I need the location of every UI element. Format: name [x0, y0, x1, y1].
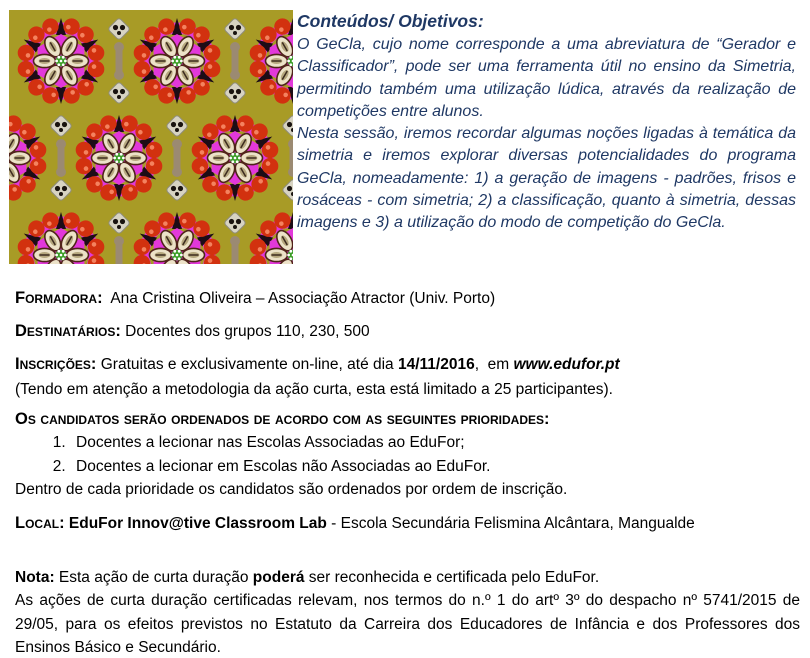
inscricoes-date: 14/11/2016 [397, 356, 475, 373]
formadora-label: Formadora: [15, 289, 103, 307]
nota-text-after: ser reconhecida e certificada pelo EduFor. [304, 569, 600, 586]
objectives-paragraph-2: Nesta sessão, iremos recordar algumas noções ligadas à temática da simetria e iremos explorar diversas potencialidades do programa GeCla, nomeadamente: 1) a geração de imagens - padrões, frisos e rosáceas - com simetria; 2) a classificação, quanto à simetria, dessas imagens e 3) a utilização do modo de competição do GeCla. [297, 125, 796, 231]
local-address: - Escola Secundária Felismina Alcântara, Mangualde [326, 515, 695, 532]
inscricoes-section [15, 352, 800, 402]
formadora-value: Ana Cristina Oliveira – Associação Atractor (Univ. Porto) [102, 290, 496, 307]
local-label: Local: [15, 514, 65, 532]
destinatarios-label: Destinatários: [15, 322, 121, 340]
inscricoes-line [15, 352, 800, 377]
priorities-footer: Dentro de cada prioridade os candidatos são ordenados por ordem de inscrição. [15, 481, 568, 498]
nota-bold-word: poderá [252, 569, 305, 586]
priorities-section [15, 408, 800, 501]
destinatarios-value: Docentes dos grupos 110, 230, 500 [120, 323, 370, 340]
priorities-list [15, 431, 800, 478]
priorities-heading: Os candidatos serão ordenados de acordo com as seguintes prioridades: [15, 410, 550, 428]
objectives-heading: Conteúdos/ Objetivos: [297, 11, 484, 31]
nota-paragraph: As ações de curta duração certificadas relevam, nos termos do n.º 1 do artº 3º do despacho nº 5741/2015 de 29/05, para os efeitos previstos no Estatuto da Carreira dos Educadores de Infância e dos Professores dos Ensinos Básico e Secundário. [15, 592, 800, 657]
nota-row [15, 566, 800, 589]
inscricoes-text-before: Gratuitas e exclusivamente on-line, até dia [96, 356, 398, 373]
nota-text-before: Esta ação de curta duração [54, 569, 253, 586]
inscricoes-label: Inscrições: [15, 355, 97, 373]
local-row [15, 512, 800, 535]
inscricoes-note: (Tendo em atenção a metodologia da ação curta, esta está limitado a 25 participantes). [15, 381, 613, 398]
priority-item-2: 2. Docentes a lecionar em Escolas não Associadas ao EduFor. [70, 455, 800, 479]
objectives-section [297, 8, 796, 234]
nota-label: Nota: [15, 569, 55, 586]
priority-item-1: 1. Docentes a lecionar nas Escolas Associadas ao EduFor; [70, 431, 800, 455]
inscricoes-text-mid: , em [474, 356, 514, 373]
inscricoes-website: www.edufor.pt [513, 356, 620, 373]
destinatarios-row [15, 320, 800, 343]
symmetry-pattern-image [9, 10, 293, 264]
formadora-row [15, 287, 800, 310]
objectives-paragraph-1: O GeCla, cujo nome corresponde a uma abreviatura de “Gerador e Classificador”, pode ser uma ferramenta útil no ensino da Simetria, permitindo também uma utilização lúdica, através da realização de competições entre alunos. [297, 36, 796, 120]
pattern-image-frame [9, 10, 293, 264]
local-venue: EduFor Innov@tive Classroom Lab [64, 515, 327, 532]
